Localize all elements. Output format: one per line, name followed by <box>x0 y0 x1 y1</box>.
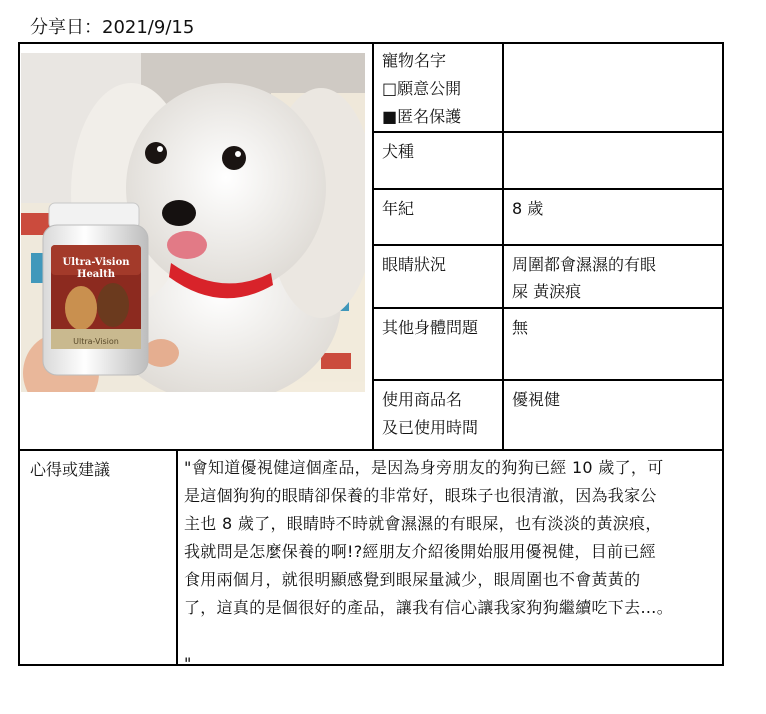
dog-nose <box>162 200 196 226</box>
eye-condition-value-line1: 周圍都會濕濕的有眼 <box>512 255 657 274</box>
share-date: 分享日：2021/9/15 <box>30 17 195 38</box>
anonymous-option-checkbox[interactable]: ■匿名保護 <box>382 107 462 126</box>
public-option-checkbox[interactable]: □願意公開 <box>382 79 462 98</box>
row-divider-2 <box>372 188 724 190</box>
row-divider-1 <box>372 131 724 133</box>
feedback-line: 我就問是怎麼保養的啊!?經朋友介紹後開始服用優視健，目前已經 <box>184 542 656 561</box>
dog-right-eye <box>222 146 246 170</box>
product-label-line2: 及已使用時間 <box>382 418 479 437</box>
dog-head <box>126 83 326 293</box>
product-label-line1: 使用商品名 <box>382 390 463 409</box>
product-value: 優視健 <box>512 390 561 409</box>
feedback-text <box>184 454 714 678</box>
row-divider-3 <box>372 244 724 246</box>
feedback-line: 主也 8 歲了，眼睛時不時就會濕濕的有眼屎，也有淡淡的黃淚痕， <box>184 514 662 533</box>
feedback-line: "會知道優視健這個產品，是因為身旁朋友的狗狗已經 10 歲了，可 <box>184 458 664 477</box>
age-value: 8 歲 <box>512 199 544 218</box>
divider-photo-right <box>372 44 374 449</box>
dog-left-eye <box>145 142 167 164</box>
dog-photo <box>21 53 365 392</box>
age-label: 年紀 <box>382 199 415 218</box>
supplement-bottle <box>43 203 148 375</box>
row-divider-feedback <box>20 449 724 451</box>
dog-photo-illustration <box>21 53 365 392</box>
feedback-line <box>184 622 714 650</box>
row-divider-4 <box>372 307 724 309</box>
dog-tongue <box>167 231 207 259</box>
feedback-line: 食用兩個月，就很明顯感覺到眼屎量減少，眼周圍也不會黃黃的 <box>184 570 641 589</box>
feedback-label: 心得或建議 <box>30 460 111 479</box>
feedback-line: " <box>184 654 192 673</box>
bottle-small-label: Ultra-Vision <box>73 337 119 346</box>
feedback-line: 了，這真的是個很好的產品，讓我有信心讓我家狗狗繼續吃下去…。 <box>184 598 674 617</box>
divider-label-value <box>502 44 504 449</box>
bottle-brand-line2: Health <box>77 269 115 280</box>
divider-feedback-label <box>176 449 178 666</box>
eye-condition-label: 眼睛狀況 <box>382 255 447 274</box>
row-divider-5 <box>372 379 724 381</box>
other-issues-value: 無 <box>512 318 529 337</box>
bottle-brand-line1: Ultra-Vision <box>62 257 130 268</box>
pet-name-label: 寵物名字 <box>382 51 447 70</box>
feedback-line: 是這個狗狗的眼睛卻保養的非常好，眼珠子也很清澈，因為我家公 <box>184 486 657 505</box>
testimonial-form <box>18 42 724 673</box>
eye-condition-value-line2: 屎 黃淚痕 <box>512 282 582 301</box>
other-issues-label: 其他身體問題 <box>382 318 479 337</box>
breed-label: 犬種 <box>382 142 415 161</box>
